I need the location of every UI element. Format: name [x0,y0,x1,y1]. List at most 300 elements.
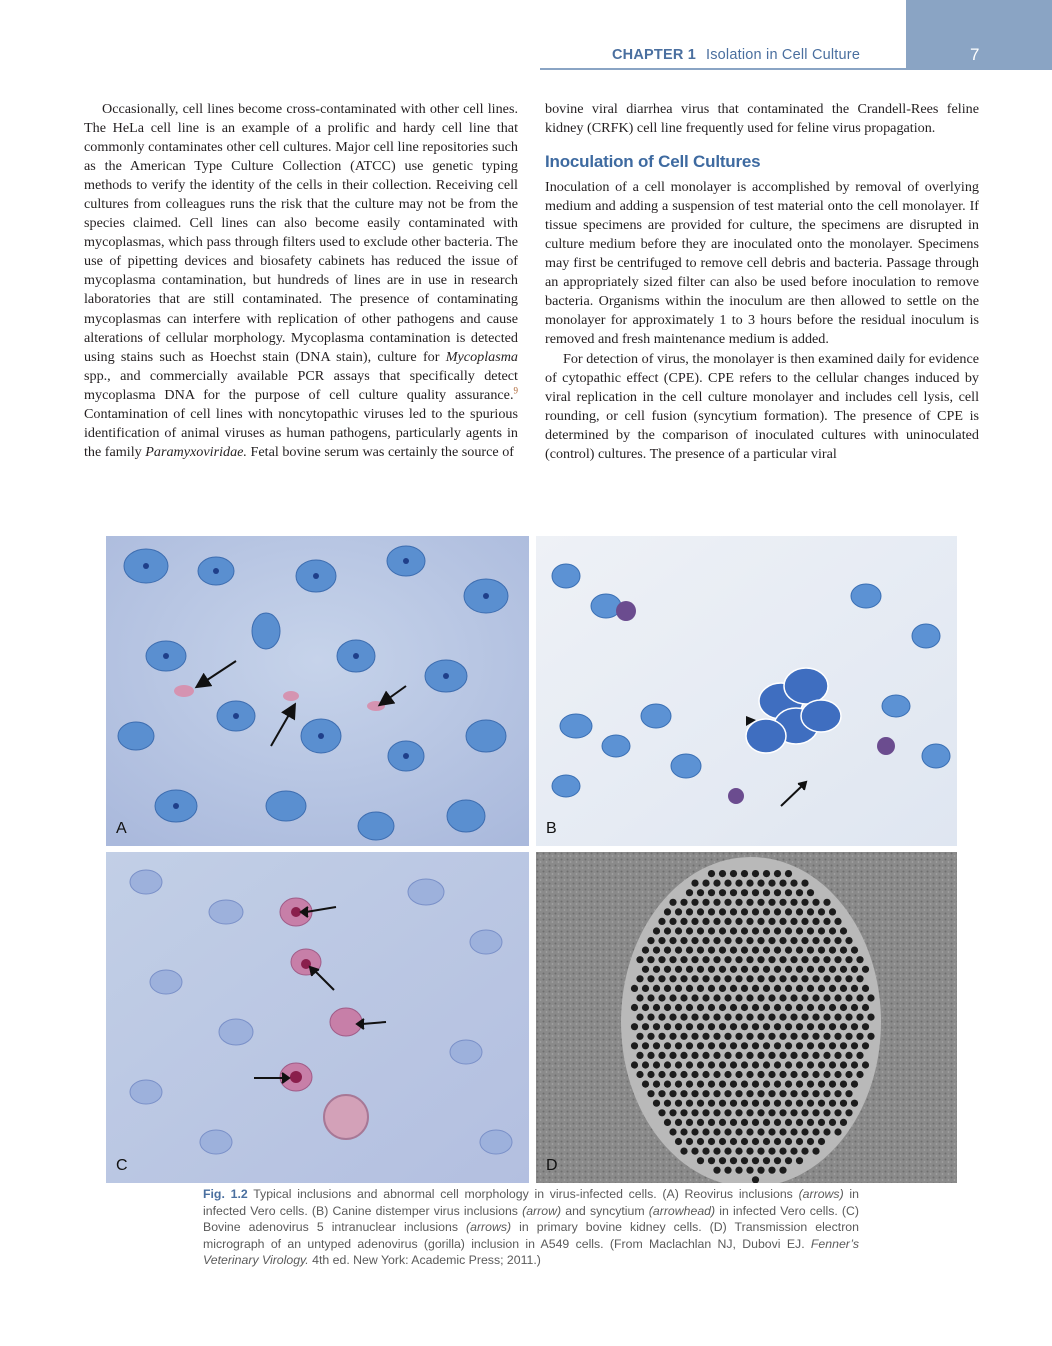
virion-particle [768,1090,775,1097]
virion-particle [708,1081,715,1088]
virion-particle [664,1042,671,1049]
virion-particle [763,908,770,915]
virion-particle [746,937,753,944]
virion-particle [752,1042,759,1049]
virion-particle [856,1033,863,1040]
virion-particle [658,1014,665,1021]
virion-particle [730,966,737,973]
virion-particle [724,975,731,982]
virion-particle [752,908,759,915]
virion-particle [807,947,814,954]
virion-particle [790,1071,797,1078]
virion-particle [680,1033,687,1040]
virion-particle [812,918,819,925]
virion-particle [680,918,687,925]
virion-particle [856,1071,863,1078]
virion-particle [708,966,715,973]
virion-particle [702,918,709,925]
virion-particle [708,985,715,992]
virion-particle [768,956,775,963]
virion-particle [763,1100,770,1107]
virion-particle [790,880,797,887]
virion-particle [801,1090,808,1097]
virion-particle [818,947,825,954]
virion-particle [647,956,654,963]
virion-particle [724,918,731,925]
virion-particle [741,1004,748,1011]
virion-particle [741,870,748,877]
virion-particle [653,1061,660,1068]
virion-particle [664,927,671,934]
virion-particle [768,975,775,982]
virion-particle [763,1157,770,1164]
virion-particle [840,1081,847,1088]
virion-particle [812,975,819,982]
virion-particle [774,1138,781,1145]
virion-particle [757,937,764,944]
virion-particle [697,1061,704,1068]
virion-particle [801,1033,808,1040]
panel-label-b: B [546,820,557,837]
virion-particle [834,1033,841,1040]
virion-particle [796,1119,803,1126]
virion-particle [807,1004,814,1011]
virion-particle [757,975,764,982]
figure-caption [203,1186,859,1269]
virion-particle [774,985,781,992]
virion-particle [675,1042,682,1049]
virion-particle [779,880,786,887]
virion-particle [724,899,731,906]
virion-particle [834,1052,841,1059]
virion-particle [680,975,687,982]
virion-particle [796,1138,803,1145]
virion-particle [757,1148,764,1155]
left-column [84,100,518,462]
virion-particle [801,880,808,887]
virion-particle [807,908,814,915]
virion-particle [779,975,786,982]
virion-particle [658,1033,665,1040]
virion-particle [724,1052,731,1059]
virion-particle [856,1052,863,1059]
virion-particle [675,1138,682,1145]
virion-particle [774,966,781,973]
virion-particle [631,1061,638,1068]
chapter-label: CHAPTER 1 [612,47,696,63]
virion-particle [763,1081,770,1088]
virion-particle [785,1100,792,1107]
virion-particle [719,908,726,915]
virion-particle [686,1100,693,1107]
virion-particle [697,1023,704,1030]
virion-particle [785,1138,792,1145]
virion-particle [763,1042,770,1049]
virion-particle [691,1014,698,1021]
virion-particle [829,1023,836,1030]
virion-particle [856,1014,863,1021]
virion-particle [675,947,682,954]
virion-particle [757,1014,764,1021]
virion-particle [741,985,748,992]
virion-particle [752,1061,759,1068]
virion-particle [708,1042,715,1049]
virion-particle [653,1081,660,1088]
micrograph-c [106,852,529,1183]
virion-particle [741,889,748,896]
virion-particle [840,1061,847,1068]
virion-particle [856,975,863,982]
virion-particle [691,1071,698,1078]
virion-particle [735,880,742,887]
virion-particle [823,1033,830,1040]
virion-particle [708,947,715,954]
virion-particle [702,994,709,1001]
virion-particle [801,918,808,925]
virion-particle [697,1138,704,1145]
virion-particle [730,1023,737,1030]
virion-particle [735,1052,742,1059]
virion-particle [851,985,858,992]
virion-particle [669,975,676,982]
virion-particle [735,1090,742,1097]
virion-particle [686,1042,693,1049]
virion-particle [724,1090,731,1097]
virion-particle [680,994,687,1001]
virion-particle [680,1128,687,1135]
virion-particle [658,1109,665,1116]
virion-particle [658,937,665,944]
virion-particle [785,870,792,877]
virion-particle [746,899,753,906]
caption-italic: (arrows) [798,1187,844,1201]
virion-particle [807,966,814,973]
figure-panel-a [106,536,529,846]
virion-particle [818,1023,825,1030]
caption-text: in infected Vero cells. (B) Canine distemper virus inclusions [203,1187,859,1218]
virion-particle [730,889,737,896]
virion-particle [867,994,874,1001]
virion-particle [730,947,737,954]
virion-particle [686,1138,693,1145]
virion-particle [642,1061,649,1068]
virion-particle [697,1157,704,1164]
virion-particle [840,927,847,934]
virion-particle [735,1033,742,1040]
virion-particle [768,880,775,887]
virion-particle [691,1090,698,1097]
right-column [545,100,979,464]
virion-particle [796,908,803,915]
virion-particle [768,1109,775,1116]
virion-particle [851,1081,858,1088]
virion-particle [801,994,808,1001]
virion-particle [818,1081,825,1088]
virion-particle [812,1148,819,1155]
virion-particle [730,1042,737,1049]
virion-particle [647,1090,654,1097]
virion-particle [807,1138,814,1145]
virion-particle [719,1138,726,1145]
virion-particle [757,918,764,925]
virion-particle [702,899,709,906]
virion-particle [785,966,792,973]
virion-particle [713,899,720,906]
virion-particle [768,1033,775,1040]
virion-particle [724,1109,731,1116]
virion-particle [669,1109,676,1116]
virion-particle [752,966,759,973]
virion-particle [774,1023,781,1030]
figure-panel-c [106,852,529,1183]
caption-italic: (arrow) [522,1203,562,1218]
virion-particle [735,937,742,944]
virion-particle [812,1109,819,1116]
virion-particle [796,1100,803,1107]
virion-particle [757,1033,764,1040]
virion-particle [719,1061,726,1068]
virion-particle [856,956,863,963]
virion-particle [691,975,698,982]
virion-particle [818,1100,825,1107]
virion-particle [675,1081,682,1088]
virion-particle [768,994,775,1001]
virion-particle [653,985,660,992]
virion-particle [719,870,726,877]
virion-particle [691,880,698,887]
virion-particle [691,1128,698,1135]
virion-particle [763,1023,770,1030]
virion-particle [851,1100,858,1107]
virion-particle [757,1109,764,1116]
virion-particle [735,1128,742,1135]
virion-particle [807,1023,814,1030]
virion-particle [785,889,792,896]
virion-particle [735,1014,742,1021]
virion-particle [664,908,671,915]
virion-particle [647,1052,654,1059]
virion-particle [752,1157,759,1164]
virion-particle [653,947,660,954]
virion-particle [724,1071,731,1078]
caption-italic: Fenner’s Veterinary Virology. [203,1236,859,1268]
virion-particle [713,1052,720,1059]
virion-particle [834,1014,841,1021]
virion-particle [735,918,742,925]
virion-particle [730,1004,737,1011]
virion-particle [631,1004,638,1011]
virion-particle [686,889,693,896]
virion-particle [818,1061,825,1068]
virion-particle [790,1128,797,1135]
virion-particle [790,937,797,944]
chapter-title: Isolation in Cell Culture [705,47,861,63]
virion-particle [845,1052,852,1059]
micrograph-b [536,536,957,846]
virion-particle [675,1004,682,1011]
virion-particle [647,1033,654,1040]
virion-particle [713,994,720,1001]
virion-particle [675,927,682,934]
micrograph-d [536,852,957,1183]
virion-particle [807,1081,814,1088]
virion-particle [829,1100,836,1107]
virion-particle [785,1081,792,1088]
virion-particle [680,1090,687,1097]
virion-particle [724,1128,731,1135]
italic-term: Paramyxoviridae. [145,443,247,460]
virion-particle [642,1042,649,1049]
virion-particle [790,1033,797,1040]
virion-particle [823,994,830,1001]
virion-particle [790,1090,797,1097]
virion-particle [812,1014,819,1021]
virion-particle [862,966,869,973]
virion-particle [708,1023,715,1030]
virion-particle [752,889,759,896]
virion-particle [675,1119,682,1126]
virion-particle [779,1109,786,1116]
reference-superscript[interactable]: 9 [513,384,518,395]
virion-particle [741,1119,748,1126]
virion-particle [653,927,660,934]
page-number: 7 [970,45,980,64]
virion-particle [636,1033,643,1040]
virion-particle [741,1023,748,1030]
virion-particle [653,1100,660,1107]
virion-particle [653,1023,660,1030]
virion-particle [845,956,852,963]
virion-particle [642,966,649,973]
virion-particle [834,956,841,963]
virion-particle [851,1023,858,1030]
virion-particle [697,1119,704,1126]
virion-particle [741,927,748,934]
virion-particle [845,937,852,944]
virion-particle [829,966,836,973]
virion-particle [812,937,819,944]
virion-particle [631,1042,638,1049]
virion-particle [801,956,808,963]
virion-particle [664,1004,671,1011]
virion-particle [735,1109,742,1116]
virion-particle [735,994,742,1001]
virion-particle [719,1081,726,1088]
virion-particle [724,1014,731,1021]
panel-label-c: C [116,1157,128,1174]
virion-particle [653,1042,660,1049]
virion-particle [818,985,825,992]
section-heading: Inoculation of Cell Cultures [545,152,761,172]
virion-particle [669,956,676,963]
virion-particle [796,966,803,973]
virion-particle [719,966,726,973]
virion-particle [636,1071,643,1078]
virion-particle [774,908,781,915]
text-run: Contamination of cell lines with noncytopathic viruses led to the spurious identification of animal viruses as human pathogens, particularly agents in the family [84,405,518,460]
virion-particle [691,1109,698,1116]
virion-particle [658,994,665,1001]
virion-particle [779,956,786,963]
virion-particle [702,1128,709,1135]
virion-particle [631,1023,638,1030]
virion-particle [829,1081,836,1088]
virion-particle [658,1052,665,1059]
virion-particle [741,908,748,915]
virion-particle [862,985,869,992]
virion-particle [807,985,814,992]
virion-particle [790,918,797,925]
virion-particle [724,994,731,1001]
virion-particle [807,1100,814,1107]
virion-particle [862,1023,869,1030]
virion-particle [768,1071,775,1078]
virion-particle [779,1128,786,1135]
virion-particle [669,1052,676,1059]
virion-particle [774,889,781,896]
virion-particle [669,1128,676,1135]
text-run: Occasionally, cell lines become cross-contaminated with other cell lines. The HeLa cell line is an example of a prolific and hardy cell line that commonly contaminates other cell cultures. Major cell line repositories such as the American Type Culture Collection (ATCC) use genetic typing methods to verify the identity of the cells in their collection. Receiving cell cultures from colleagues runs the risk that the culture may not be from the species claimed. Cell lines can also become easily contaminated with mycoplasmas, which pass through filters used to exclude other bacteria. The use of pipetting devices and biosafety cabinets has reduced the issue of mycoplasma contamination, but hundreds of lines are in use in research laboratories that are still contaminated. The presence of contaminating mycoplasmas can interfere with replication of other pathogens and cause alterations of cellular morphology. Mycoplasma contamination is detected using stains such as Hoechst stain (DNA stain), culture for [84,101,518,365]
virion-particle [768,899,775,906]
virion-particle [680,899,687,906]
virion-particle [768,1167,775,1174]
virion-particle [719,1119,726,1126]
virion-particle [763,870,770,877]
virion-particle [774,1004,781,1011]
virion-particle [691,1052,698,1059]
virion-particle [752,947,759,954]
virion-particle [724,880,731,887]
virion-particle [636,975,643,982]
virion-particle [790,899,797,906]
virion-particle [642,1004,649,1011]
virion-particle [642,947,649,954]
virion-particle [741,1138,748,1145]
virion-particle [851,947,858,954]
virion-particle [664,985,671,992]
virion-particle [812,994,819,1001]
paragraph-inoculation: Inoculation of a cell monolayer is accomplished by removal of overlying medium and adding a suspension of test material onto the cell monolayer. If tissue specimens are provided for culture, the specimens are disrupted in culture medium before they are inoculated onto the monolayer. Specimens may first be centrifuged to remove cell debris and bacteria. Passage through an appropriately sized filter can also be used before inoculation to remove bacteria. Organisms within the inoculum are then allowed to settle on the monolayer for approximately 1 to 3 hours before the residual inoculum is removed and fresh maintenance medium is added. [545,179,979,348]
virion-particle [823,937,830,944]
virion-particle [801,1014,808,1021]
virion-particle [730,1119,737,1126]
virion-particle [757,1071,764,1078]
virion-particle [713,1090,720,1097]
virion-particle [796,1157,803,1164]
virion-particle [763,889,770,896]
virion-particle [746,1128,753,1135]
virion-particle [790,1109,797,1116]
virion-particle [845,1109,852,1116]
virion-particle [829,1119,836,1126]
virion-particle [647,937,654,944]
virion-particle [752,1138,759,1145]
virion-particle [834,1109,841,1116]
virion-particle [829,1061,836,1068]
virion-particle [724,956,731,963]
figure-panel-b [536,536,957,846]
virion-particle [812,1052,819,1059]
virion-particle [697,947,704,954]
virion-particle [757,1090,764,1097]
virion-particle [719,927,726,934]
virion-particle [680,956,687,963]
virion-particle [702,880,709,887]
virion-particle [801,937,808,944]
virion-particle [829,947,836,954]
figure-panel-d [536,852,957,1183]
virion-particle [768,1052,775,1059]
